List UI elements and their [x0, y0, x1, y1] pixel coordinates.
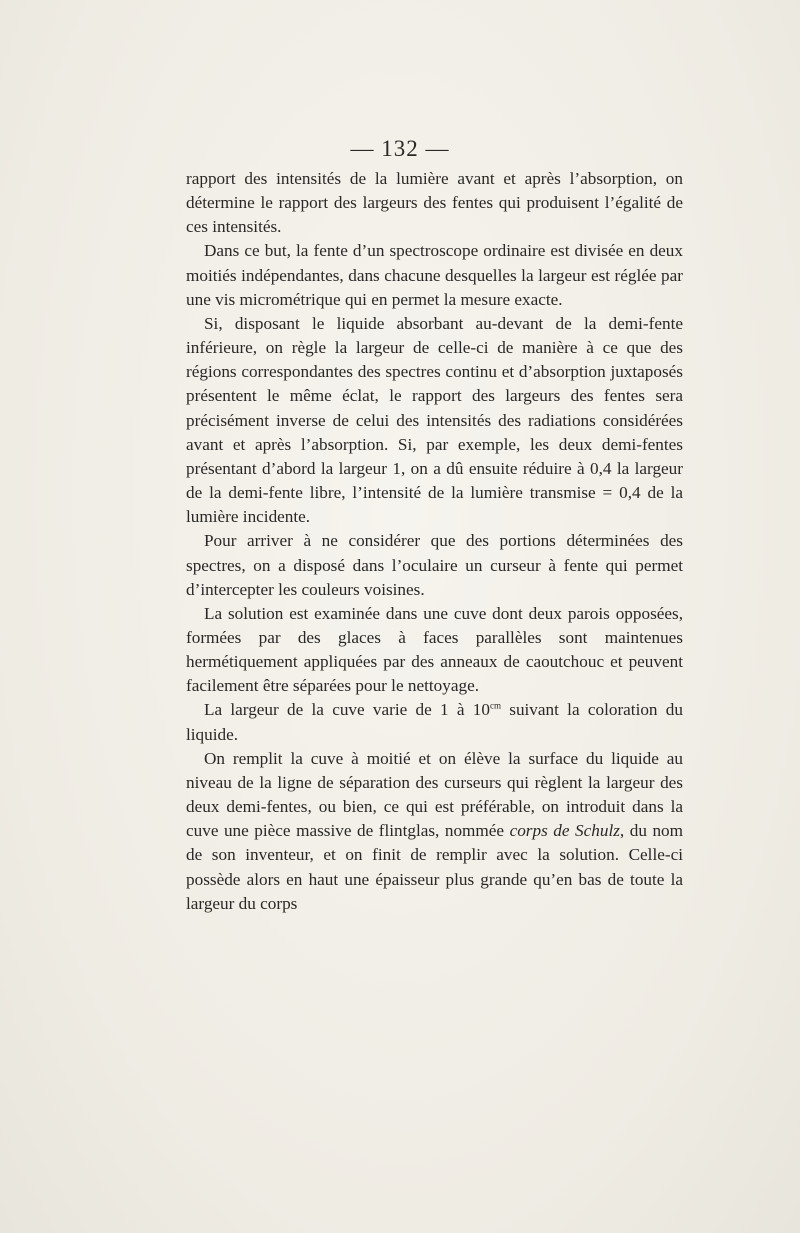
largeur-text-after: suivant la coloration du liquide.	[186, 700, 683, 744]
paragraph-curseur: Pour arriver à ne considérer que des portions déterminées des spectres, on a disposé dans l’oculaire un curseur à fente qui permet d’intercepter les couleurs voisines.	[186, 531, 683, 599]
remplissage-text-after: , du nom de son inventeur, et on finit de remplir avec la solution. Celle-ci possède alors en haut une épaisseur plus grande qu’en bas de toute la largeur du corps	[186, 821, 684, 913]
paragraph-continuation: rapport des intensités de la lumière avant et après l’absorption, on détermine le rapport des largeurs des fentes qui produisent l’égalité de ces intensités.	[186, 169, 683, 237]
paragraph-largeur-cuve	[186, 698, 683, 746]
paragraph-spectroscope: Dans ce but, la fente d’un spectroscope ordinaire est divisée en deux moitiés indépendantes, dans chacune desquelles la largeur est réglée par une vis micrométrique qui en permet la mesure exacte.	[186, 241, 683, 309]
paragraph-remplissage	[186, 747, 683, 916]
remplissage-text-before: On remplit la cuve à moitié et on élève la surface du liquide au niveau de la ligne de séparation des curseurs qui règlent la largeur des deux demi-fentes, ou bien, ce qui est préférable, on introduit dans la cuve une pièce massive de flintglas, nommée	[186, 748, 683, 841]
largeur-text-before: La largeur de la cuve varie de 1 à 10	[204, 700, 490, 720]
italic-term: corps de Schulz	[509, 821, 620, 841]
paragraph-demi-fente: Si, disposant le liquide absorbant au-devant de la demi-fente inférieure, on règle la largeur de celle-ci de manière à ce que des régions correspondantes des spectres continu et d’absorption juxtaposés présentent le même éclat, le rapport des largeurs des fentes sera précisément inverse de celui des intensités des radiations considérées avant et après l’absorption. Si, par exemple, les deux demi-fentes présentant d’abord la largeur 1, on a dû ensuite réduire à 0,4 la largeur de la demi-fente libre, l’intensité de la lumière transmise = 0,4 de la lumière incidente.	[186, 313, 683, 527]
page-number: — 132 —	[350, 136, 450, 161]
paragraph-cuve: La solution est examinée dans une cuve dont deux parois opposées, formées par des glaces à faces parallèles sont maintenues hermétiquement appliquées par des anneaux de caoutchouc et peuvent facilement être séparées pour le nettoyage.	[186, 603, 683, 696]
body-text	[186, 167, 683, 916]
unit-superscript: cm	[489, 700, 501, 711]
